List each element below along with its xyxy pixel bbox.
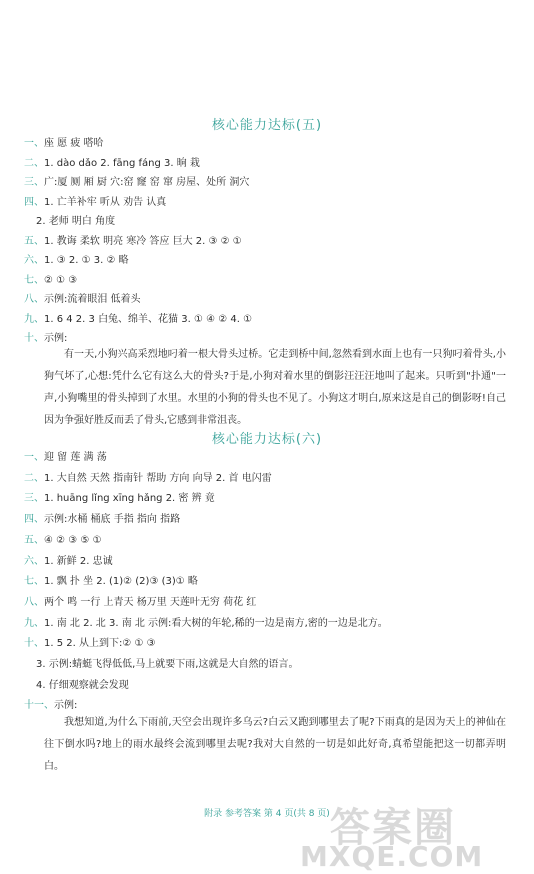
question-number: 八、 — [24, 596, 44, 608]
answer-text: 1. 教诲 柔软 明亮 寒冷 答应 巨大 2. ③ ② ① — [44, 235, 242, 247]
section5-paragraph: 有一天,小狗兴高采烈地叼着一根大骨头过桥。它走到桥中间,忽然看到水面上也有一只狗叼着骨头,小狗气坏了,心想:凭什么它有这么大的骨头?于是,小狗对着水里的倒影汪汪汪地叫了起来。只听到"扑通"一声,小狗嘴里的骨头掉到了水里。水里的小狗的骨头也不见了。小狗这才明白,原来这是自己的倒影呀!自己因为争强好胜反而丢了骨头,它感到非常沮丧。 — [44, 349, 506, 426]
question-number: 五、 — [24, 235, 44, 247]
question-number: 九、 — [24, 313, 44, 325]
watermark-url: MXQE.COM — [300, 840, 484, 873]
question-number: 二、 — [24, 472, 44, 484]
answer-text: 座 愿 疲 嗒哈 — [44, 138, 104, 149]
answer-line — [24, 575, 198, 589]
question-number: 二、 — [24, 157, 44, 169]
answer-line — [24, 157, 200, 171]
answer-line — [24, 596, 256, 610]
answer-line — [36, 215, 115, 229]
answer-line — [24, 235, 242, 249]
answer-line — [24, 137, 104, 151]
answer-text: 示例: — [54, 700, 78, 712]
question-number: 一、 — [24, 452, 44, 463]
answer-line — [24, 293, 141, 307]
answer-line — [24, 617, 388, 631]
answer-text: 广:厦 厕 厢 厨 穴:窑 窿 窑 窜 房屋、处所 洞穴 — [44, 177, 250, 188]
answer-text: 1. 6 4 2. 3 白兔、绵羊、花猫 3. ① ④ ② 4. ① — [44, 313, 253, 325]
answer-line — [36, 658, 298, 672]
answer-text: ④ ② ③ ⑤ ① — [44, 534, 102, 546]
question-number: 七、 — [24, 274, 44, 286]
answer-text: 1. 南 北 2. 北 3. 南 北 示例:看大树的年轮,稀的一边是南方,密的一边是北方。 — [44, 617, 388, 629]
question-number: 十、 — [24, 333, 44, 344]
question-number: 七、 — [24, 576, 44, 588]
answer-line — [24, 176, 249, 190]
answer-line — [24, 196, 166, 210]
question-number: 四、 — [24, 196, 44, 208]
answer-line — [24, 451, 107, 465]
question-number: 五、 — [24, 534, 44, 546]
answer-text: 1. 新鲜 2. 忠诚 — [44, 555, 113, 567]
answer-text: 4. 仔细观察就会发现 — [36, 679, 129, 691]
section6-paragraph: 我想知道,为什么下雨前,天空会出现许多乌云?白云又跑到哪里去了呢?下雨真的是因为天上的神仙在往下倒水吗?地上的雨水最终会流到哪里去呢?我对大自然的一切是如此好奇,真希望能把这一切都弄明白。 — [44, 717, 506, 772]
answer-text: ② ① ③ — [44, 274, 78, 286]
answer-line — [24, 513, 180, 527]
answer-text: 1. 大自然 天然 指南针 帮助 方向 向导 2. 首 电闪雷 — [44, 472, 272, 484]
answer-text: 两个 鸣 一行 上青天 杨万里 天莲叶无穷 荷花 红 — [44, 596, 257, 608]
question-number: 四、 — [24, 514, 44, 526]
answer-text: 示例: — [44, 333, 68, 344]
answer-line — [24, 472, 272, 486]
watermark-logo: 答案圈 — [330, 805, 456, 851]
answer-text: 1. huāng lǐng xīng hǎng 2. 密 辨 竟 — [44, 493, 215, 505]
question-number: 三、 — [24, 493, 44, 505]
section6-title: 核心能力达标(六) — [211, 432, 323, 447]
answer-line — [24, 274, 77, 288]
section5-title: 核心能力达标(五) — [211, 118, 323, 133]
answer-text: 示例:水桶 桶底 手指 指向 指路 — [44, 514, 181, 526]
question-number: 十、 — [24, 638, 44, 650]
answer-text: 1. 飘 扑 坐 2. (1)② (2)③ (3)① 略 — [44, 576, 198, 588]
answer-line — [24, 555, 113, 569]
question-number: 一、 — [24, 138, 44, 149]
answer-line — [24, 492, 215, 506]
answer-text: 1. 亡羊补牢 听从 劝告 认真 — [44, 196, 167, 208]
answer-line — [24, 313, 252, 327]
page-footer: 附录 参考答案 第 4 页(共 8 页) — [204, 809, 330, 819]
question-number: 三、 — [24, 177, 44, 188]
answer-line — [36, 679, 129, 693]
question-number: 六、 — [24, 555, 44, 567]
answer-text: 1. ③ 2. ① 3. ② 略 — [44, 255, 129, 266]
answer-line — [24, 637, 156, 651]
question-number: 十一、 — [24, 700, 54, 712]
question-number: 九、 — [24, 617, 44, 629]
answer-text: 1. dào dǎo 2. fāng fáng 3. 晌 栽 — [44, 157, 200, 169]
question-number: 八、 — [24, 294, 44, 305]
question-number: 六、 — [24, 255, 44, 266]
answer-line — [24, 254, 129, 268]
answer-text: 1. 5 2. 从上到下:② ① ③ — [44, 638, 156, 650]
answer-text: 迎 留 莲 满 荡 — [44, 452, 107, 463]
answer-text: 3. 示例:蜻蜓飞得低低,马上就要下雨,这就是大自然的语言。 — [36, 659, 299, 670]
answer-line — [24, 534, 102, 548]
answer-text: 示例:流着眼泪 低着头 — [44, 294, 141, 305]
answer-text: 2. 老师 明白 角度 — [36, 216, 116, 227]
